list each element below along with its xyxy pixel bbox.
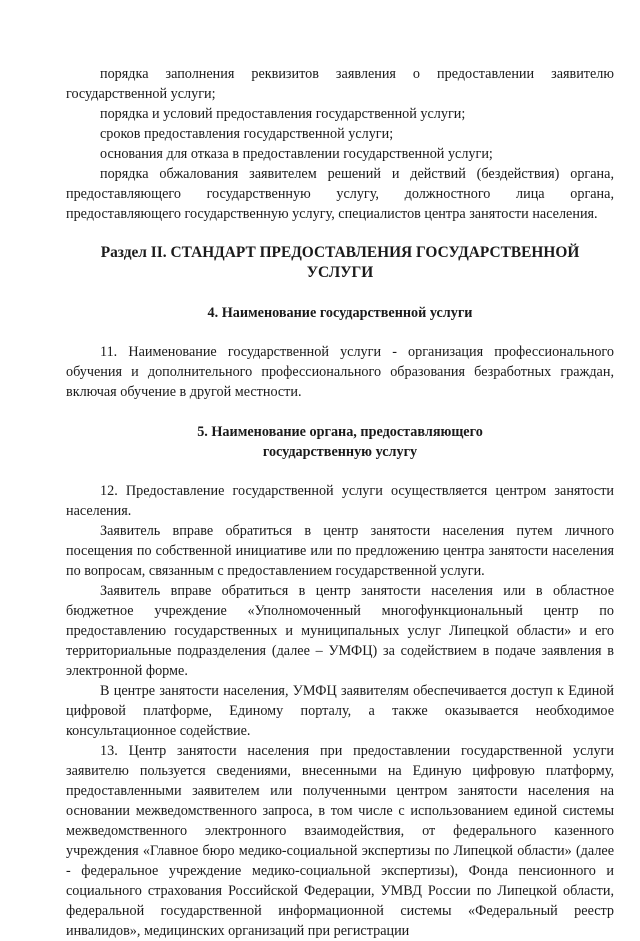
intro-paragraph-2: порядка и условий предоставления государственной услуги; (100, 106, 466, 122)
paragraph-11: 11. Наименование государственной услуги - организация профессионального обучения и дополнительного профессионального образования безработных граждан, включая обучение в другой местности. (66, 344, 614, 400)
subsection-4-title: 4. Наименование государственной услуги (207, 305, 473, 321)
intro-paragraph-4: основания для отказа в предоставлении государственной услуги; (100, 146, 493, 162)
paragraph-12-b: Заявитель вправе обратиться в центр занятости населения путем личного посещения по собственной инициативе или по предложению центра занятости населения по вопросам, связанным с предоставлением государственной услуги. (66, 523, 614, 579)
paragraph-12-c: Заявитель вправе обратиться в центр занятости населения или в областное бюджетное учреждение «Уполномоченный многофункциональный центр по предоставлению государственных и муниципальных услуг Липецкой области» и его территориальные подразделения (далее – УМФЦ) за содействием в подаче заявления в электронной форме. (66, 583, 614, 679)
subsection-5-title (66, 422, 614, 462)
paragraph-12: 12. Предоставление государственной услуги осуществляется центром занятости населения. (66, 483, 614, 519)
intro-paragraph-5: порядка обжалования заявителем решений и действий (бездействия) органа, предоставляющего государственную услугу, должностного лица органа, предоставляющего государственную услугу, специалистов центра занятости населения. (66, 166, 614, 222)
subsection-5-title-line-2: государственную услугу (262, 444, 418, 460)
document-body (66, 64, 614, 941)
subsection-5-title-line-1: 5. Наименование органа, предоставляющего (197, 424, 483, 440)
paragraph-13: 13. Центр занятости населения при предоставлении государственной услуги заявителю пользуется сведениями, внесенными на Единую цифровую платформу, предоставленными заявителем или полученными центром занятости населения на основании межведомственного запроса, в том числе с использованием единой системы межведомственного электронного взаимодействия, от федерального казенного учреждения «Главное бюро медико-социальной экспертизы по Липецкой области» (далее - федеральное учреждение медико-социальной экспертизы), Фонда пенсионного и социального страхования Российской Федерации, УМВД России по Липецкой области, федеральной государственной информационной системы «Федеральный реестр инвалидов», медицинских организаций при регистрации (66, 743, 614, 939)
section-2-title: Раздел II. СТАНДАРТ ПРЕДОСТАВЛЕНИЯ ГОСУДАРСТВЕННОЙ УСЛУГИ (100, 244, 580, 281)
intro-paragraph-1: порядка заполнения реквизитов заявления о предоставлении заявителю государственной услуги; (66, 66, 614, 102)
paragraph-12-d: В центре занятости населения, УМФЦ заявителям обеспечивается доступ к Единой цифровой платформе, Единому порталу, а также оказывается необходимое консультационное содействие. (66, 683, 614, 739)
intro-paragraph-3: сроков предоставления государственной услуги; (100, 126, 394, 142)
